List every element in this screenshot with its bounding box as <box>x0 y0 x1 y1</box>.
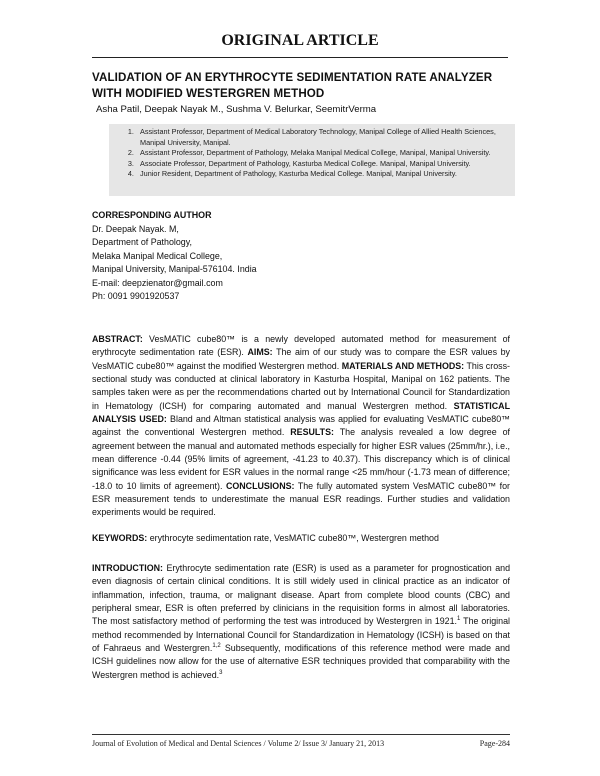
keywords-text: erythrocyte sedimentation rate, VesMATIC cube80™, Westergren method <box>149 533 439 543</box>
introduction-text-3: Subsequently, modifications of this reference method were made and ICSH guidelines now allow for the use of alternative ESR techniques provided that comparability with the Westergren method is achieved. <box>92 643 510 680</box>
methods-text: This cross-sectional study was conducted at clinical laboratory in Kasturba Hospital, Manipal on 162 patients. The samples taken were as per the recommendations charted out by International Council for Standardization in Hematology (ICSH) for comparing automated and manual Westergren method. <box>92 360 510 411</box>
introduction-text-2: The original method recommended by International Council for Standardization in Hematology (ICSH) is based on that of Fahraeus and Westergren. <box>92 616 510 654</box>
article-type-header: ORIGINAL ARTICLE <box>221 32 379 49</box>
corresponding-author-address: Manipal University, Manipal-576104. India <box>92 264 257 274</box>
corresponding-author-phone: Ph: 0091 9901920537 <box>92 291 180 301</box>
affiliations-box <box>109 124 515 196</box>
results-text: The analysis revealed a low degree of agreement between the manual and automated methods especially for higher ESR values (25mm/hr.), i.e., mean difference -0.44 (95% limits of agreement, -41.23 to 40.37). This discrepancy which is of clinical significance was less evident for ESR values in the normal range <25 mm/hour (-1.73 mean of difference; -18.0 to 10 limits of agreement). <box>92 427 511 491</box>
corresponding-author-block <box>92 209 257 304</box>
citation-1: 1 <box>457 616 461 623</box>
conclusions-label: CONCLUSIONS: <box>225 480 295 491</box>
stats-text: Bland and Altman statistical analysis was applied for evaluating VesMATIC cube80™ against the conventional Westergren method. <box>92 414 511 438</box>
corresponding-author-college: Melaka Manipal Medical College, <box>92 250 223 261</box>
page-footer <box>92 739 510 748</box>
keywords-line <box>92 532 510 545</box>
article-title: VALIDATION OF AN ERYTHROCYTE SEDIMENTATION RATE ANALYZER WITH MODIFIED WESTERGREN METHOD <box>92 71 493 100</box>
citation-3: 3 <box>219 669 223 676</box>
conclusions-text: The fully automated system VesMATIC cube80™ for ESR measurement tends to underestimate the manual ESR readings. Further studies and validation experiments would be required. <box>92 480 511 518</box>
corresponding-author-heading: CORRESPONDING AUTHOR <box>92 210 212 220</box>
methods-label: MATERIALS AND METHODS: <box>341 360 465 371</box>
affiliations-list <box>109 124 515 180</box>
corresponding-author-email: E-mail: deepzienator@gmail.com <box>92 277 223 288</box>
author-list: Asha Patil, Deepak Nayak M., Sushma V. Belurkar, SeemitrVerma <box>96 104 377 115</box>
abstract-label: ABSTRACT: <box>92 334 143 344</box>
aims-text: The aim of our study was to compare the ESR values by VesMATIC cube80™ against the modified Westergren method. <box>92 347 510 371</box>
affiliation-item: 4. Junior Resident, Department of Pathology, Kasturba Medical College. Manipal, Manipal University. <box>136 169 509 180</box>
affiliation-item: 3. Associate Professor, Department of Pathology, Kasturba Medical College. Manipal, Manipal University. <box>136 159 509 170</box>
header-divider <box>92 57 508 58</box>
keywords-label: KEYWORDS: <box>92 533 148 543</box>
stats-label: STATISTICAL ANALYSIS USED: <box>92 400 510 425</box>
abstract-text: VesMATIC cube80™ is a newly developed automated method for measurement of erythrocyte sedimentation rate (ESR). <box>92 334 510 358</box>
corresponding-author-name: Dr. Deepak Nayak. M, <box>92 223 179 234</box>
results-label: RESULTS: <box>290 427 334 438</box>
aims-label: AIMS: <box>247 347 273 358</box>
introduction-text-1: Erythrocyte sedimentation rate (ESR) is used as a parameter for prognostication and even diagnosis of certain clinical conditions. It is still widely used in clinical practice as an indicator of inflammation, infection, trauma, or malignant disease. Apart from complete blood counts (CBC) and peripheral smear, ESR is often preferred by clinicians in the requisition forms in almost all laboratories. The most satisfactory method of performing the test was introduced by Westergren in 1921. <box>92 563 511 627</box>
corresponding-author-dept: Department of Pathology, <box>92 237 192 247</box>
affiliation-item: 1. Assistant Professor, Department of Medical Laboratory Technology, Manipal College of Allied Health Sciences, Manipal University, Manipal. <box>136 127 509 148</box>
affiliation-item: 2. Assistant Professor, Department of Pathology, Melaka Manipal Medical College, Manipal, Manipal University. <box>136 148 509 159</box>
citation-2: 1,2 <box>212 643 221 650</box>
introduction-paragraph <box>92 562 510 682</box>
introduction-label: INTRODUCTION: <box>92 563 163 573</box>
page-number: Page-284 <box>479 739 510 748</box>
footer-divider <box>92 734 510 735</box>
journal-citation: Journal of Evolution of Medical and Dental Sciences / Volume 2/ Issue 3/ January 21, 2013 <box>92 739 385 748</box>
abstract-paragraph <box>92 333 510 520</box>
